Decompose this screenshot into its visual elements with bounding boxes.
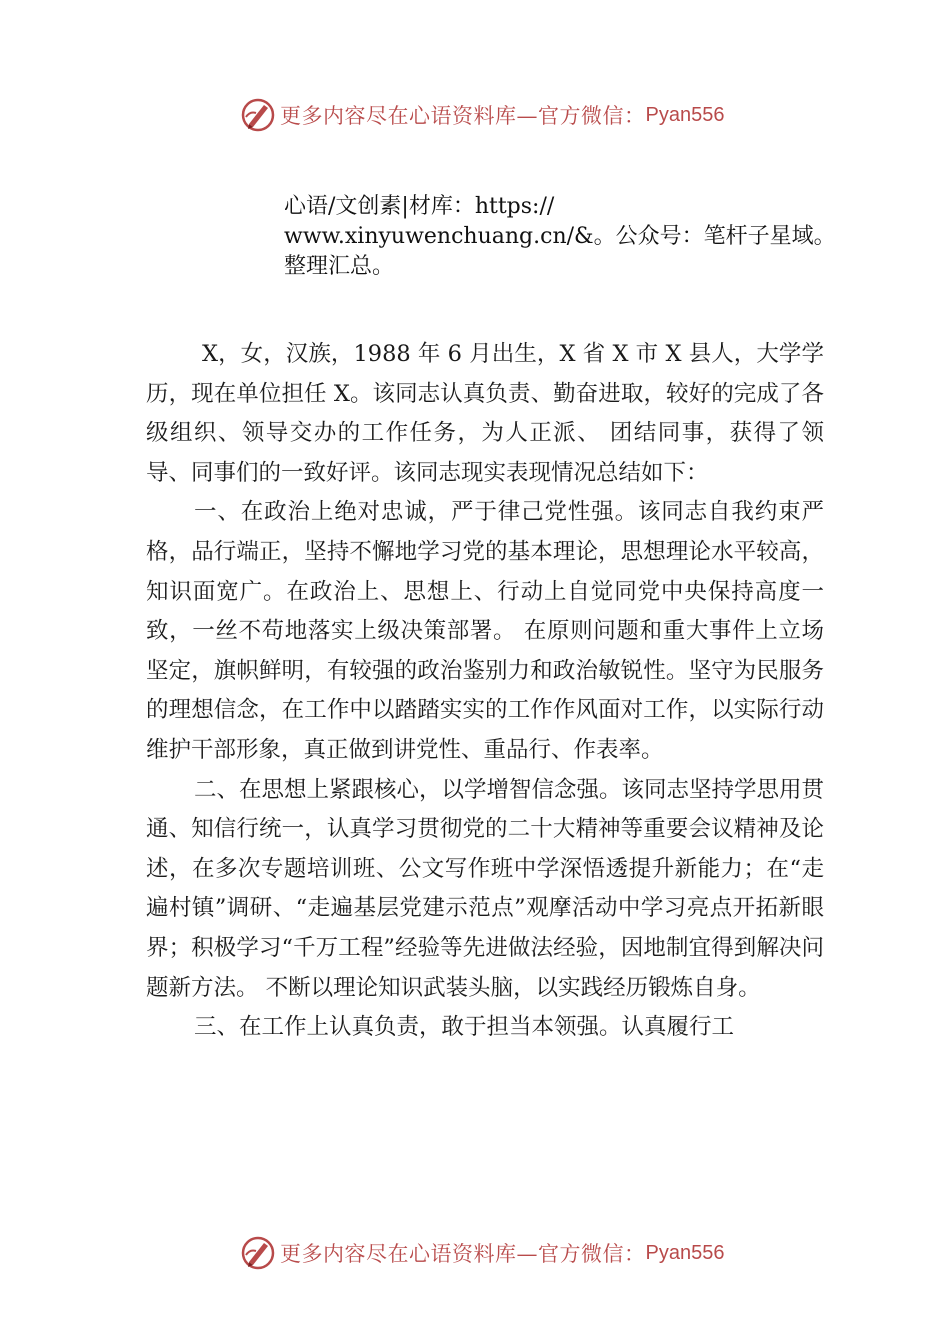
footer-banner xyxy=(240,1233,724,1273)
banner-wechat-id: Pyan556 xyxy=(645,1241,725,1264)
pen-quill-logo-icon xyxy=(240,1235,276,1271)
section-two-paragraph: 二、在思想上紧跟核心，以学增智信念强。该同志坚持学思用贯通、知信行统一，认真学习贯彻党的二十大精神等重要会议精神及论述，在多次专题培训班、公文写作班中学深悟透提升新能力；在“走遍村镇”调研、“走遍基层党建示范点”观摩活动中学习亮点开拓新眼界；积极学习“千万工程”经验等先进做法经验，因地制宜得到解决问题新方法。 不断以理论知识武装头脑，以实践经历锻炼自身。 xyxy=(146,776,825,1001)
banner-wechat-id: Pyan556 xyxy=(645,103,725,126)
section-three-paragraph: 三、在工作上认真负责，敢于担当本领强。认真履行工 xyxy=(194,1014,735,1041)
banner-text: 更多内容尽在心语资料库—官方微信： xyxy=(280,104,646,128)
pen-quill-logo-icon xyxy=(240,97,276,133)
source-note-line: www.xinyuwenchuang.cn/&。公众号：笔杆子星域。 xyxy=(284,224,836,249)
source-note-line: 心语/文创素|材库：https:// xyxy=(284,194,555,219)
header-banner xyxy=(240,95,724,135)
source-note xyxy=(284,192,884,282)
source-note-line: 整理汇总。 xyxy=(284,254,395,279)
section-one-paragraph: 一、在政治上绝对忠诚，严于律己党性强。该同志自我约束严格，品行端正，坚持不懈地学习党的基本理论，思想理论水平较高，知识面宽广。在政治上、思想上、行动上自觉同党中央保持高度一致，一丝不苟地落实上级决策部署。 在原则问题和重大事件上立场坚定，旗帜鲜明，有较强的政治鉴别力和政治敏锐性。坚守为民服务的理想信念，在工作中以踏踏实实的工作作风面对工作，以实际行动维护干部形象，真正做到讲党性、重品行、作表率。 xyxy=(146,499,824,763)
document-body xyxy=(146,335,824,1048)
banner-text: 更多内容尽在心语资料库—官方微信： xyxy=(280,1242,646,1266)
intro-paragraph: X，女，汉族，1988 年 6 月出生，X 省 X 市 X 县人，大学学历，现在单位担任 X。该同志认真负责、勤奋进取，较好的完成了各级组织、领导交办的工作任务，为人正派、 团结同事，获得了领导、同事们的一致好评。该同志现实表现情况总结如下： xyxy=(146,341,824,486)
